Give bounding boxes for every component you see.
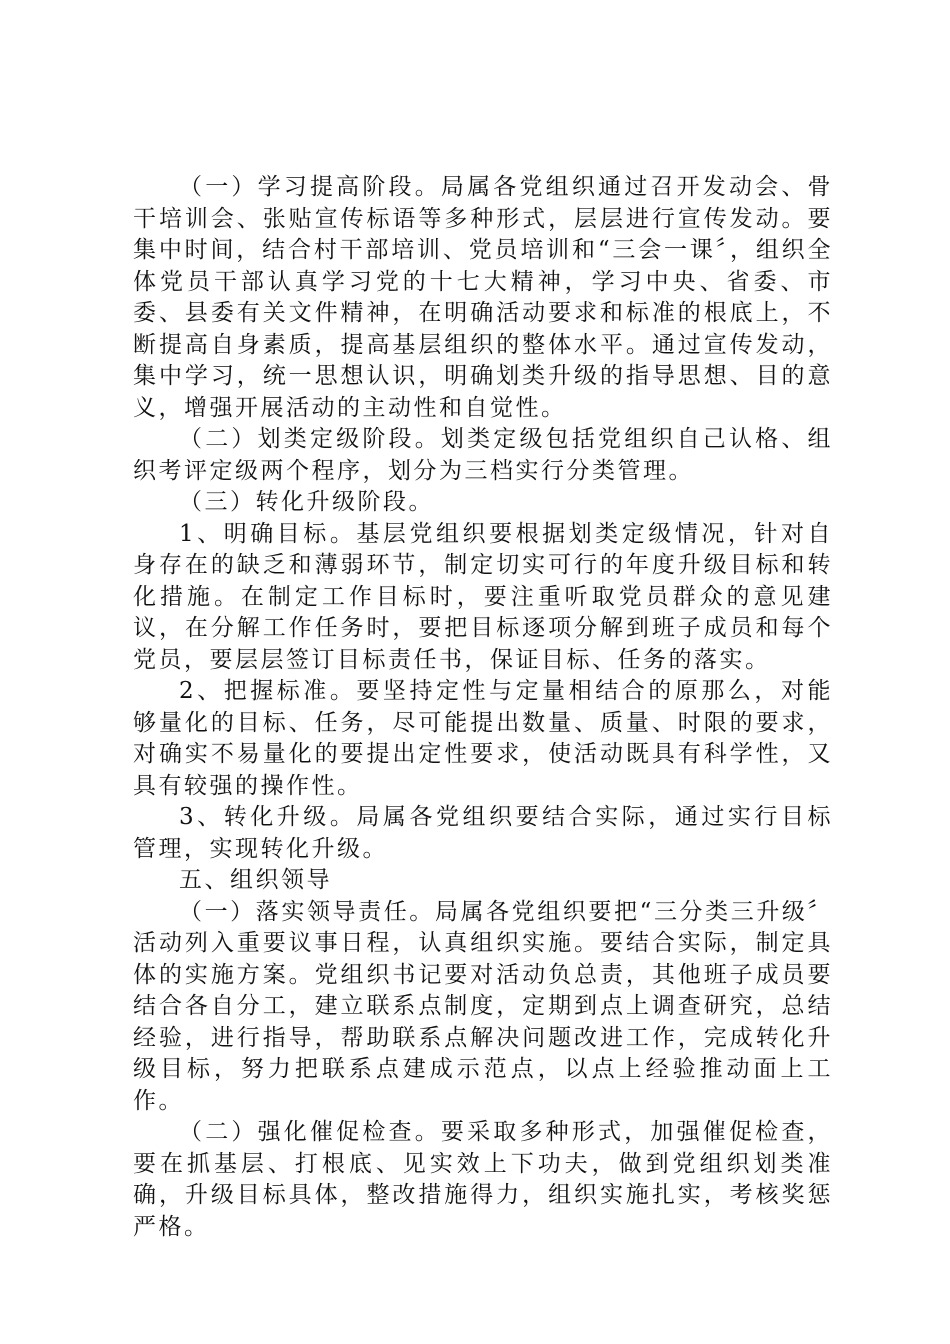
paragraph-grasp-standards: 2、把握标准。要坚持定性与定量相结合的原那么，对能够量化的目标、任务，尽可能提出数量、质量、时限的要求，对确实不易量化的要提出定性要求，使活动既具有科学性，又具有较强的操作性。 (133, 678, 833, 799)
document-body (133, 172, 833, 1243)
paragraph-classify-stage: （二）划类定级阶段。划类定级包括党组织自己认格、组织考评定级两个程序，划分为三档实行分类管理。 (133, 426, 833, 484)
paragraph-study-stage: （一）学习提高阶段。局属各党组织通过召开发动会、骨干培训会、张贴宣传标语等多种形式，层层进行宣传发动。要集中时间，结合村干部培训、党员培训和“三会一课〞，组织全体党员干部认真学习党的十七大精神，学习中央、省委、市委、县委有关文件精神，在明确活动要求和标准的根底上，不断提高自身素质，提高基层组织的整体水平。通过宣传发动，集中学习，统一思想认识，明确划类升级的指导思想、目的意义，增强开展活动的主动性和自觉性。 (133, 174, 833, 421)
paragraph-clear-goals: 1、明确目标。基层党组织要根据划类定级情况，针对自身存在的缺乏和薄弱环节，制定切实可行的年度升级目标和转化措施。在制定工作目标时，要注重听取党员群众的意见建议，在分解工作任务时，要把目标逐项分解到班子成员和每个党员，要层层签订目标责任书，保证目标、任务的落实。 (133, 520, 833, 673)
paragraph-transform-stage-heading: （三）转化升级阶段。 (179, 489, 434, 515)
section-heading-organization-leadership: 五、组织领导 (179, 867, 332, 893)
paragraph-leadership-responsibility: （一）落实领导责任。局属各党组织要把“三分类三升级〞活动列入重要议事日程，认真组织实施。要结合实际，制定具体的实施方案。党组织书记要对活动负总责，其他班子成员要结合各自分工，建立联系点制度，定期到点上调查研究，总结经验，进行指导，帮助联系点解决问题改进工作，完成转化升级目标，努力把联系点建成示范点，以点上经验推动面上工作。 (133, 898, 833, 1114)
paragraph-transform-upgrade: 3、转化升级。局属各党组织要结合实际，通过实行目标管理，实现转化升级。 (133, 804, 833, 862)
paragraph-supervision-inspection: （二）强化催促检查。要采取多种形式，加强催促检查，要在抓基层、打根底、见实效上下功夫，做到党组织划类准确，升级目标具体，整改措施得力，组织实施扎实，考核奖惩严格。 (133, 1119, 833, 1240)
